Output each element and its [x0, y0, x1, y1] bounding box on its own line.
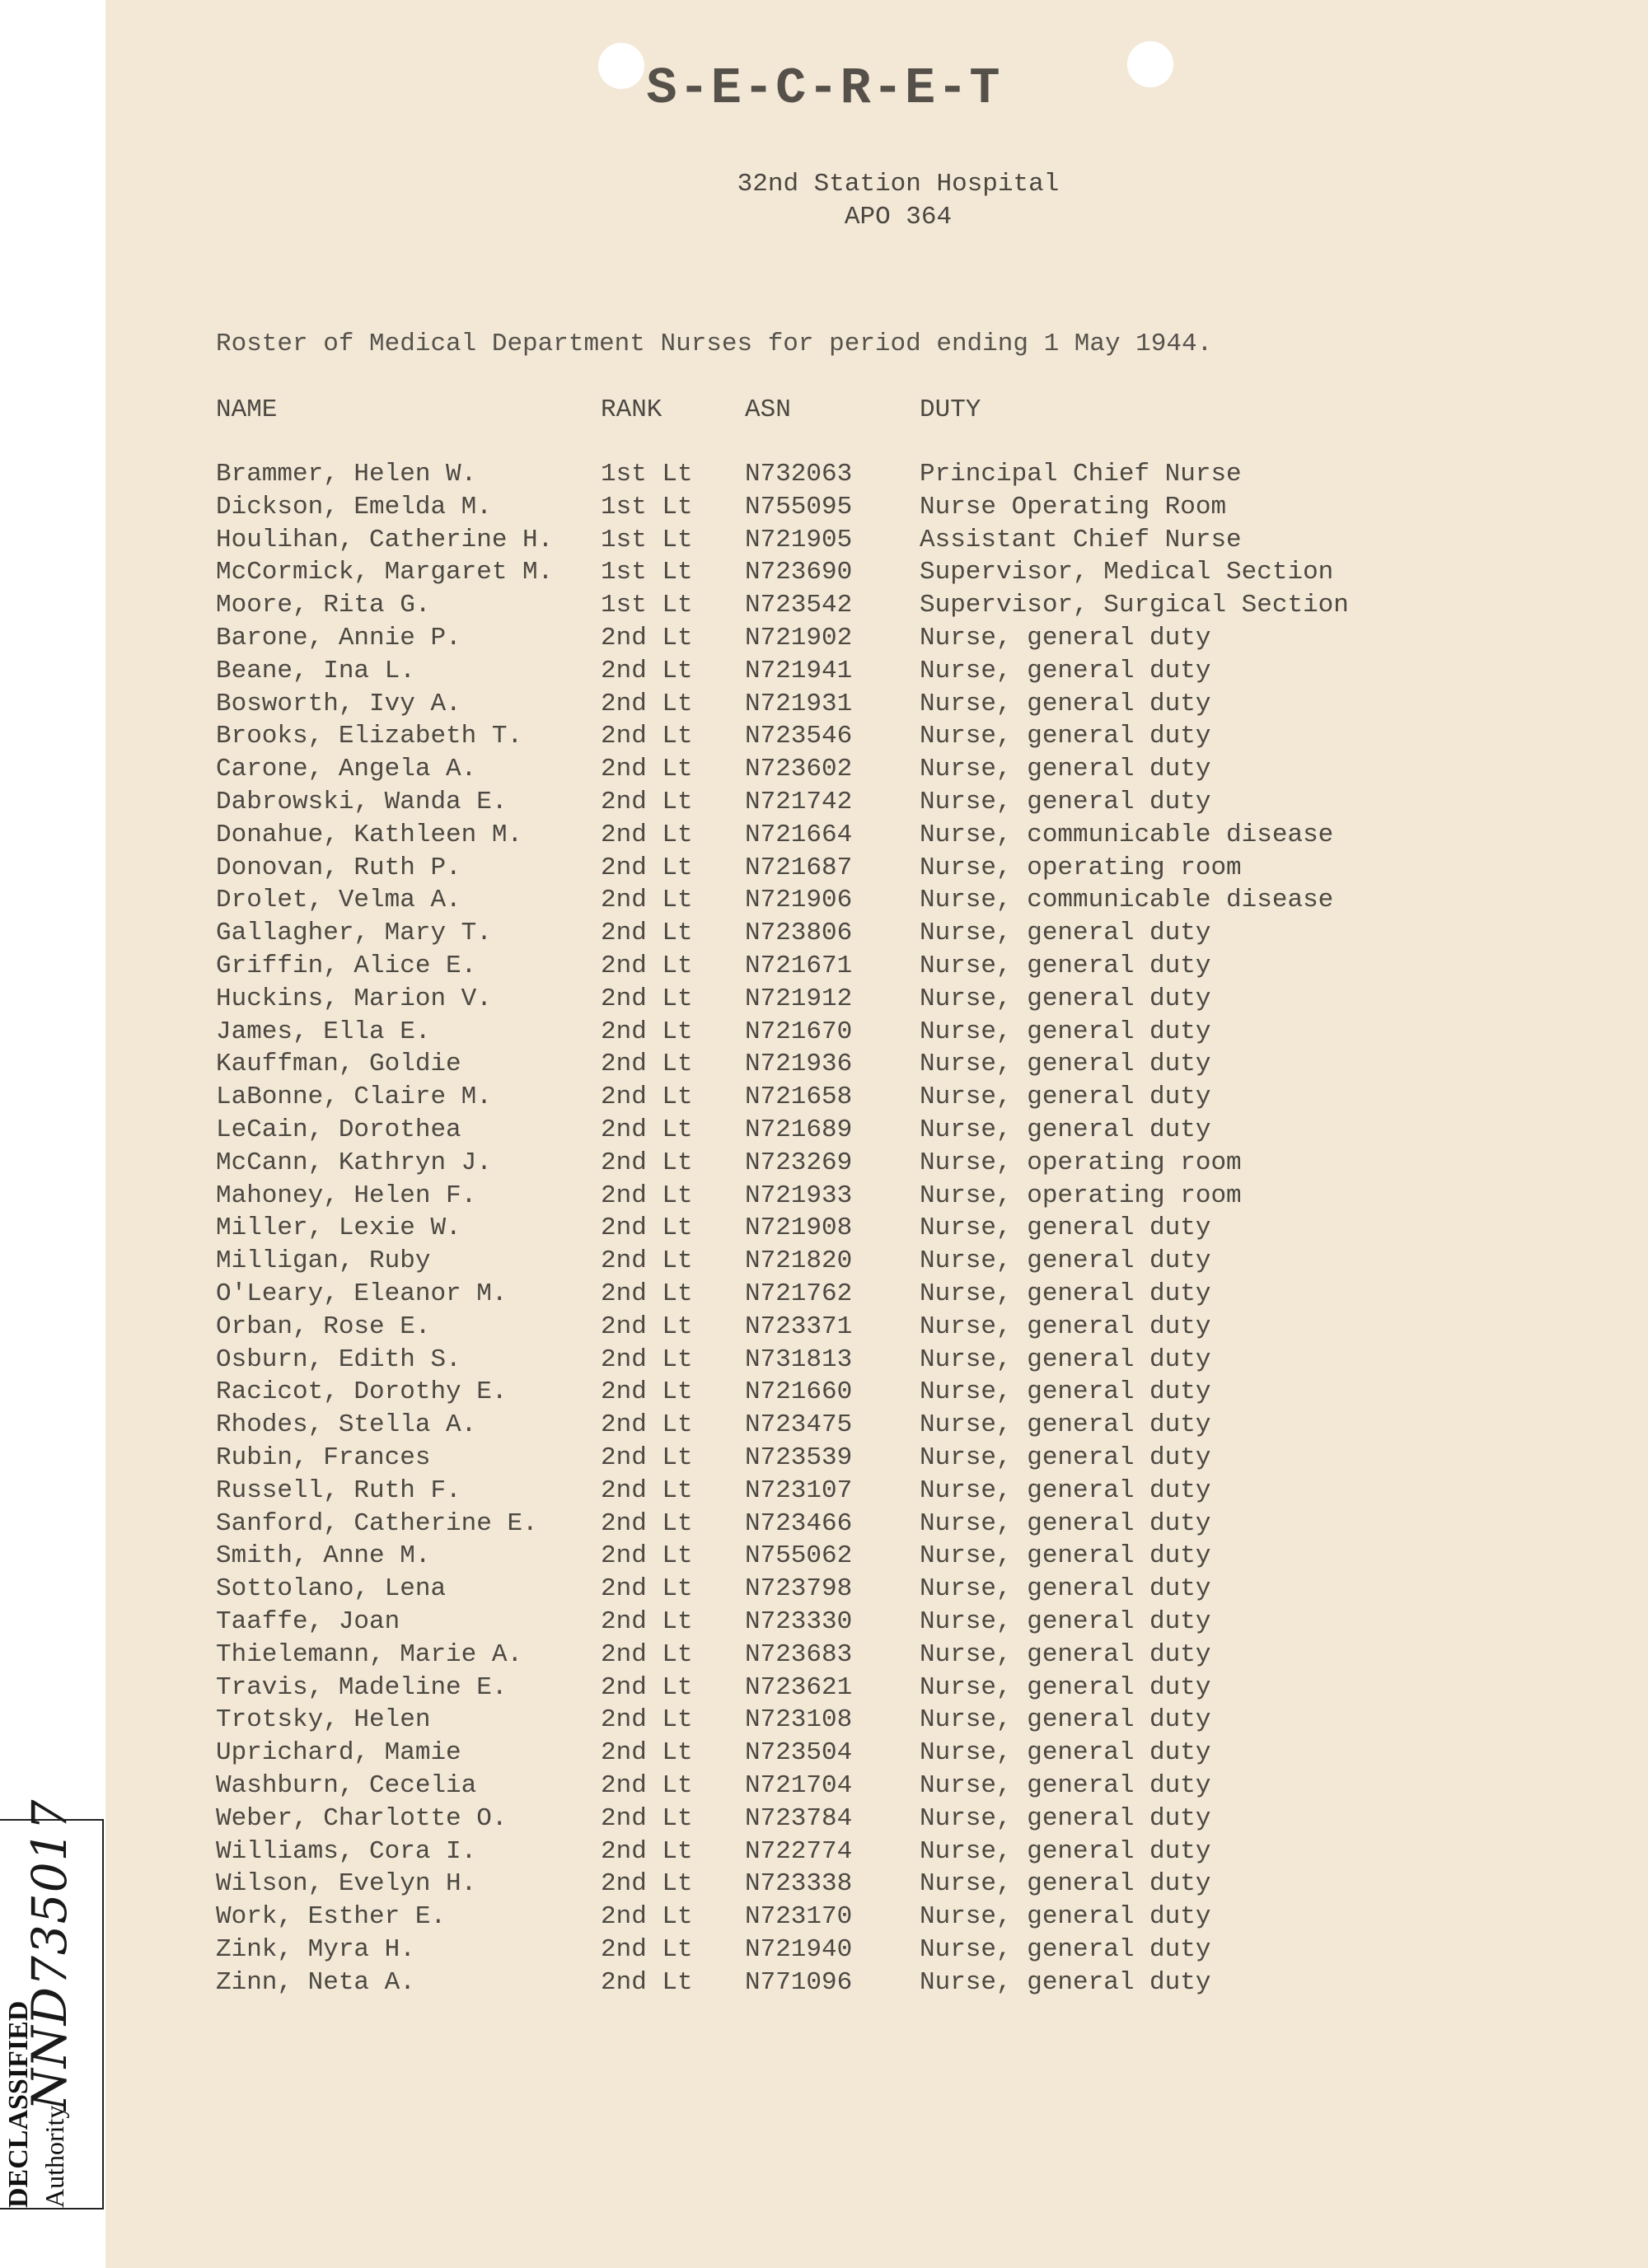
nurse-asn: N721905 — [745, 526, 853, 554]
nurse-duty: Nurse, general duty — [920, 1738, 1211, 1767]
nurse-name: Work, Esther E. — [216, 1902, 447, 1931]
nurse-duty: Nurse, general duty — [920, 722, 1211, 751]
nurse-name: Miller, Lexie W. — [216, 1213, 461, 1242]
nurse-asn: N755062 — [745, 1541, 853, 1570]
nurse-rank: 1st Lt — [601, 493, 693, 521]
nurse-duty: Nurse, general duty — [920, 1083, 1211, 1111]
nurse-asn: N721902 — [745, 624, 853, 652]
nurse-asn: N723107 — [745, 1476, 853, 1505]
nurse-name: Zinn, Neta A. — [216, 1968, 415, 1997]
nurse-name: Russell, Ruth F. — [216, 1476, 461, 1505]
nurse-rank: 2nd Lt — [601, 1607, 693, 1636]
nurse-rank: 2nd Lt — [601, 1968, 693, 1997]
nurse-rank: 2nd Lt — [601, 1115, 693, 1144]
nurse-duty: Nurse, general duty — [920, 1115, 1211, 1144]
nurse-asn: N723466 — [745, 1509, 853, 1538]
nurse-duty: Nurse, general duty — [920, 1673, 1211, 1702]
nurse-rank: 2nd Lt — [601, 1837, 693, 1866]
nurse-rank: 2nd Lt — [601, 788, 693, 816]
nurse-name: Kauffman, Goldie — [216, 1050, 461, 1078]
nurse-name: Milligan, Ruby — [216, 1246, 431, 1275]
nurse-rank: 1st Lt — [601, 526, 693, 554]
authority-code: NND735017 — [21, 1798, 77, 2111]
nurse-asn: N723621 — [745, 1673, 853, 1702]
nurse-name: Dickson, Emelda M. — [216, 493, 492, 521]
column-header-asn: ASN — [745, 395, 791, 424]
nurse-name: Mahoney, Helen F. — [216, 1181, 477, 1210]
nurse-asn: N723330 — [745, 1607, 853, 1636]
declassified-label: DECLASSIFIED — [3, 2000, 34, 2208]
nurse-asn: N723338 — [745, 1869, 853, 1898]
nurse-asn: N721941 — [745, 657, 853, 685]
nurse-duty: Nurse Operating Room — [920, 493, 1227, 521]
nurse-rank: 2nd Lt — [601, 1509, 693, 1538]
nurse-asn: N723784 — [745, 1804, 853, 1833]
nurse-duty: Supervisor, Surgical Section — [920, 591, 1349, 620]
nurse-name: Travis, Madeline E. — [216, 1673, 508, 1702]
nurse-name: Wilson, Evelyn H. — [216, 1869, 477, 1898]
nurse-duty: Nurse, general duty — [920, 690, 1211, 718]
nurse-name: Gallagher, Mary T. — [216, 919, 492, 947]
nurse-asn: N723546 — [745, 722, 853, 751]
nurse-duty: Nurse, communicable disease — [920, 886, 1334, 914]
nurse-asn: N721742 — [745, 788, 853, 816]
nurse-name: Washburn, Cecelia — [216, 1771, 477, 1800]
nurse-duty: Nurse, general duty — [920, 1050, 1211, 1078]
nurse-duty: Nurse, general duty — [920, 788, 1211, 816]
nurse-name: Donovan, Ruth P. — [216, 853, 461, 882]
nurse-rank: 1st Lt — [601, 460, 693, 489]
nurse-name: Moore, Rita G. — [216, 591, 431, 620]
nurse-rank: 2nd Lt — [601, 722, 693, 751]
nurse-duty: Nurse, general duty — [920, 1771, 1211, 1800]
nurse-asn: N721762 — [745, 1279, 853, 1308]
nurse-asn: N723806 — [745, 919, 853, 947]
nurse-duty: Nurse, general duty — [920, 1705, 1211, 1734]
nurse-name: Thielemann, Marie A. — [216, 1640, 523, 1669]
nurse-name: Trotsky, Helen — [216, 1705, 431, 1734]
nurse-rank: 2nd Lt — [601, 1312, 693, 1341]
nurse-asn: N721820 — [745, 1246, 853, 1275]
nurse-asn: N723108 — [745, 1705, 853, 1734]
nurse-name: Bosworth, Ivy A. — [216, 690, 461, 718]
nurse-duty: Nurse, general duty — [920, 1837, 1211, 1866]
nurse-name: Orban, Rose E. — [216, 1312, 431, 1341]
nurse-name: Griffin, Alice E. — [216, 952, 477, 980]
nurse-rank: 2nd Lt — [601, 1050, 693, 1078]
nurse-name: Rhodes, Stella A. — [216, 1410, 477, 1439]
declassification-stamp — [0, 1798, 104, 2210]
nurse-duty: Nurse, general duty — [920, 1410, 1211, 1439]
unit-name: 32nd Station Hospital — [737, 170, 1060, 199]
nurse-duty: Nurse, general duty — [920, 1968, 1211, 1997]
nurse-asn: N723504 — [745, 1738, 853, 1767]
nurse-duty: Nurse, general duty — [920, 984, 1211, 1013]
nurse-name: Brooks, Elizabeth T. — [216, 722, 523, 751]
nurse-duty: Principal Chief Nurse — [920, 460, 1242, 489]
nurse-duty: Nurse, general duty — [920, 1640, 1211, 1669]
nurse-asn: N721689 — [745, 1115, 853, 1144]
nurse-rank: 2nd Lt — [601, 1443, 693, 1472]
nurse-name: Dabrowski, Wanda E. — [216, 788, 508, 816]
nurse-rank: 2nd Lt — [601, 1345, 693, 1374]
nurse-asn: N723539 — [745, 1443, 853, 1472]
nurse-rank: 2nd Lt — [601, 1935, 693, 1964]
nurse-name: LeCain, Dorothea — [216, 1115, 461, 1144]
nurse-name: Taaffe, Joan — [216, 1607, 400, 1636]
nurse-asn: N721687 — [745, 853, 853, 882]
nurse-name: McCormick, Margaret M. — [216, 558, 554, 587]
nurse-duty: Nurse, operating room — [920, 1181, 1242, 1210]
nurse-rank: 2nd Lt — [601, 1738, 693, 1767]
nurse-asn: N721936 — [745, 1050, 853, 1078]
authority-label: Authority — [40, 2105, 69, 2208]
nurse-name: Barone, Annie P. — [216, 624, 461, 652]
nurse-rank: 2nd Lt — [601, 690, 693, 718]
nurse-rank: 2nd Lt — [601, 1279, 693, 1308]
nurse-asn: N723542 — [745, 591, 853, 620]
nurse-asn: N723371 — [745, 1312, 853, 1341]
nurse-name: Houlihan, Catherine H. — [216, 526, 554, 554]
nurse-rank: 2nd Lt — [601, 1869, 693, 1898]
nurse-name: Brammer, Helen W. — [216, 460, 477, 489]
roster-intro: Roster of Medical Department Nurses for period ending 1 May 1944. — [216, 330, 1213, 358]
nurse-asn: N723475 — [745, 1410, 853, 1439]
nurse-asn: N722774 — [745, 1837, 853, 1866]
nurse-asn: N723683 — [745, 1640, 853, 1669]
nurse-name: Carone, Angela A. — [216, 755, 477, 783]
nurse-rank: 2nd Lt — [601, 657, 693, 685]
nurse-duty: Nurse, general duty — [920, 1246, 1211, 1275]
nurse-rank: 2nd Lt — [601, 624, 693, 652]
nurse-duty: Nurse, general duty — [920, 755, 1211, 783]
nurse-rank: 2nd Lt — [601, 1213, 693, 1242]
nurse-duty: Nurse, general duty — [920, 1869, 1211, 1898]
nurse-asn: N723170 — [745, 1902, 853, 1931]
nurse-duty: Nurse, general duty — [920, 1607, 1211, 1636]
nurse-rank: 2nd Lt — [601, 853, 693, 882]
nurse-rank: 2nd Lt — [601, 1181, 693, 1210]
nurse-rank: 2nd Lt — [601, 755, 693, 783]
nurse-rank: 2nd Lt — [601, 1574, 693, 1603]
column-header-rank: RANK — [601, 395, 662, 424]
nurse-rank: 2nd Lt — [601, 821, 693, 849]
nurse-duty: Nurse, general duty — [920, 1345, 1211, 1374]
nurse-name: Racicot, Dorothy E. — [216, 1377, 508, 1406]
nurse-name: James, Ella E. — [216, 1017, 431, 1046]
apo-number: APO 364 — [844, 203, 953, 231]
nurse-duty: Nurse, general duty — [920, 1541, 1211, 1570]
column-header-name: NAME — [216, 395, 278, 424]
nurse-asn: N755095 — [745, 493, 853, 521]
nurse-duty: Nurse, general duty — [920, 624, 1211, 652]
nurse-asn: N721908 — [745, 1213, 853, 1242]
nurse-duty: Nurse, general duty — [920, 1017, 1211, 1046]
nurse-rank: 2nd Lt — [601, 1705, 693, 1734]
nurse-duty: Nurse, general duty — [920, 1804, 1211, 1833]
nurse-asn: N723602 — [745, 755, 853, 783]
nurse-duty: Nurse, operating room — [920, 853, 1242, 882]
nurse-asn: N721931 — [745, 690, 853, 718]
nurse-asn: N721704 — [745, 1771, 853, 1800]
nurse-name: Donahue, Kathleen M. — [216, 821, 523, 849]
nurse-asn: N721658 — [745, 1083, 853, 1111]
nurse-rank: 2nd Lt — [601, 1804, 693, 1833]
nurse-duty: Nurse, general duty — [920, 1312, 1211, 1341]
nurse-rank: 2nd Lt — [601, 952, 693, 980]
nurse-name: Smith, Anne M. — [216, 1541, 431, 1570]
nurse-duty: Nurse, general duty — [920, 1509, 1211, 1538]
nurse-asn: N721670 — [745, 1017, 853, 1046]
nurse-rank: 2nd Lt — [601, 919, 693, 947]
nurse-asn: N721940 — [745, 1935, 853, 1964]
nurse-asn: N721671 — [745, 952, 853, 980]
nurse-rank: 2nd Lt — [601, 886, 693, 914]
nurse-name: Zink, Myra H. — [216, 1935, 415, 1964]
nurse-name: O'Leary, Eleanor M. — [216, 1279, 508, 1308]
nurse-asn: N721664 — [745, 821, 853, 849]
nurse-duty: Nurse, general duty — [920, 1213, 1211, 1242]
column-header-duty: DUTY — [920, 395, 981, 424]
nurse-rank: 2nd Lt — [601, 1410, 693, 1439]
nurse-rank: 2nd Lt — [601, 1541, 693, 1570]
nurse-duty: Nurse, operating room — [920, 1148, 1242, 1177]
nurse-rank: 2nd Lt — [601, 984, 693, 1013]
nurse-duty: Assistant Chief Nurse — [920, 526, 1242, 554]
nurse-duty: Nurse, general duty — [920, 952, 1211, 980]
nurse-rank: 2nd Lt — [601, 1377, 693, 1406]
nurse-rank: 2nd Lt — [601, 1017, 693, 1046]
nurse-name: LaBonne, Claire M. — [216, 1083, 492, 1111]
nurse-name: Sottolano, Lena — [216, 1574, 447, 1603]
nurse-rank: 1st Lt — [601, 591, 693, 620]
nurse-duty: Nurse, general duty — [920, 1574, 1211, 1603]
nurse-asn: N732063 — [745, 460, 853, 489]
nurse-duty: Nurse, general duty — [920, 1476, 1211, 1505]
nurse-asn: N721660 — [745, 1377, 853, 1406]
nurse-rank: 2nd Lt — [601, 1640, 693, 1669]
nurse-asn: N731813 — [745, 1345, 853, 1374]
nurse-asn: N771096 — [745, 1968, 853, 1997]
nurse-asn: N721906 — [745, 886, 853, 914]
nurse-rank: 2nd Lt — [601, 1083, 693, 1111]
nurse-name: Sanford, Catherine E. — [216, 1509, 538, 1538]
nurse-name: Williams, Cora I. — [216, 1837, 477, 1866]
nurse-duty: Nurse, communicable disease — [920, 821, 1334, 849]
nurse-name: McCann, Kathryn J. — [216, 1148, 492, 1177]
nurse-name: Uprichard, Mamie — [216, 1738, 461, 1767]
nurse-duty: Nurse, general duty — [920, 1443, 1211, 1472]
nurse-duty: Nurse, general duty — [920, 1935, 1211, 1964]
nurse-asn: N721912 — [745, 984, 853, 1013]
nurse-asn: N723798 — [745, 1574, 853, 1603]
nurse-duty: Nurse, general duty — [920, 657, 1211, 685]
nurse-duty: Nurse, general duty — [920, 1279, 1211, 1308]
nurse-rank: 2nd Lt — [601, 1476, 693, 1505]
nurse-rank: 1st Lt — [601, 558, 693, 587]
nurse-name: Huckins, Marion V. — [216, 984, 492, 1013]
nurse-rank: 2nd Lt — [601, 1902, 693, 1931]
nurse-name: Beane, Ina L. — [216, 657, 415, 685]
nurse-name: Rubin, Frances — [216, 1443, 431, 1472]
nurse-asn: N723690 — [745, 558, 853, 587]
nurse-name: Osburn, Edith S. — [216, 1345, 461, 1374]
nurse-rank: 2nd Lt — [601, 1148, 693, 1177]
nurse-name: Weber, Charlotte O. — [216, 1804, 508, 1833]
classification-marking: S-E-C-R-E-T — [646, 59, 1002, 118]
nurse-duty: Nurse, general duty — [920, 919, 1211, 947]
nurse-rank: 2nd Lt — [601, 1771, 693, 1800]
nurse-asn: N721933 — [745, 1181, 853, 1210]
nurse-asn: N723269 — [745, 1148, 853, 1177]
nurse-rank: 2nd Lt — [601, 1673, 693, 1702]
nurse-name: Drolet, Velma A. — [216, 886, 461, 914]
nurse-rank: 2nd Lt — [601, 1246, 693, 1275]
nurse-duty: Nurse, general duty — [920, 1377, 1211, 1406]
nurse-duty: Supervisor, Medical Section — [920, 558, 1334, 587]
nurse-duty: Nurse, general duty — [920, 1902, 1211, 1931]
